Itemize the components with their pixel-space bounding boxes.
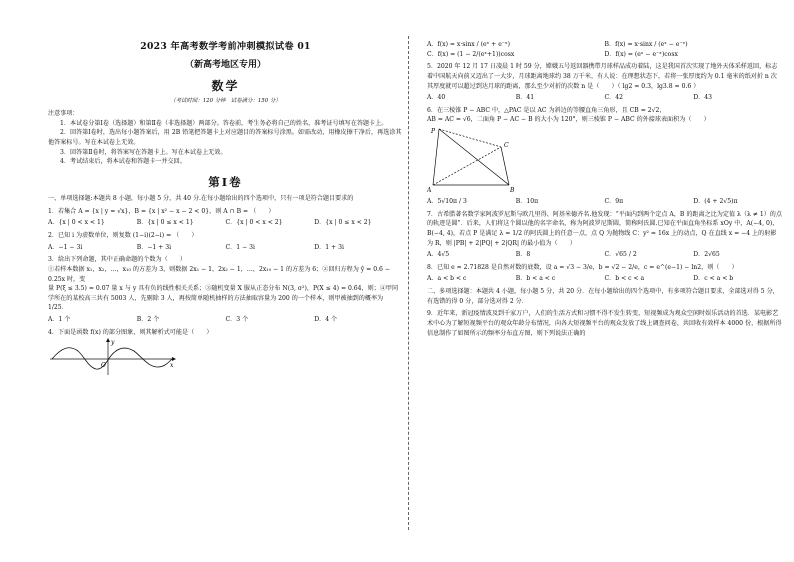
option-d: D．f(x) = (eˣ − e⁻ˣ)cosx: [604, 50, 678, 58]
left-column: [48, 38, 403, 377]
option-d: D．4 个: [314, 316, 338, 324]
exam-meta: （考试时间：120 分钟 试卷满分：150 分）: [170, 97, 281, 104]
question-6: [427, 106, 782, 207]
option-a: A．a < b < c: [427, 275, 467, 283]
section-heading: 一、单项选择题:本题共 8 小题，每小题 5 分，共 40 分.在每小题给出的四个选项中，只有一项是符合题目要求的: [48, 195, 354, 203]
option-a: A．4√5: [427, 251, 450, 259]
options: [48, 243, 403, 253]
question-body: ①若样本数据 x₁，x₂，…，x₁₀ 的方差为 3，则数据 2x₁ − 1，2x₂ − 1，…，2x₁₀ − 1 的方差为 6；②回归方程为 ŷ = 0.6 − 0.25x 时，变: [48, 265, 390, 283]
note-item: 1．本试卷分第Ⅰ卷（选择题）和第Ⅱ卷（非选择题）两部分。答卷前，考生务必将自己的姓名、准考证号填写在答题卡上。: [60, 119, 388, 127]
option-a: A．{x | 0 < x < 1}: [48, 219, 105, 227]
options: [48, 218, 403, 228]
edge-pb: [439, 129, 509, 185]
option-d: D．1 + 3i: [314, 243, 344, 251]
option-b: B．8: [515, 251, 531, 259]
axis-label-y: y: [111, 339, 115, 347]
vertex-label-p: P: [431, 128, 436, 135]
question-stem: 7．古希腊著名数学家阿波罗尼斯与欧几里得、阿基米德齐名.他发现：“平面内到两个定点 A，B 的距离之比为定值 λ（λ ≠ 1）的点的轨迹是圆”．后来，人们将这个圆以他的名字命名，称为阿波罗尼斯圆，简称阿氏圆.已知在平面直角坐标系 xOy 中，A(−4, 0)，B(−4, 4)，若点 P 是满足 λ = 1/2 的阿氏圆上的任意一点，点 Q 为抛物线 C：y² = 16x 上的动点，Q 在直线 x = −4 上的射影为 R，则 |PB| + 2|PQ| + 2|QR| 的最小值为（ ）: [427, 210, 782, 247]
right-column: [427, 38, 782, 338]
question-5: [427, 62, 782, 103]
pyramid-figure: [427, 125, 527, 195]
question-stem: 6．在三棱锥 P − ABC 中，△PAC 是以 AC 为斜边的等腰直角三角形，且 CB = 2√2，: [427, 106, 666, 114]
options: [427, 250, 782, 260]
option-a: A．40: [427, 94, 446, 102]
question-stem: 2．已知 i 为虚数单位，则复数 (1−i)(2−i) = （ ）: [48, 232, 198, 240]
option-d: D．2√65: [693, 251, 720, 259]
question-7: [427, 210, 782, 260]
question-stem: AB = AC = √6，二面角 P − AC − B 的大小为 120°，则三棱锥 P − ABC 的外接球表面积为（ ）: [427, 116, 710, 124]
vertex-label-b: B: [510, 187, 515, 194]
edge-pa: [433, 129, 439, 185]
vertex-label-a: A: [427, 187, 432, 194]
option-b: B．41: [515, 94, 535, 102]
question-stem: 5．2020 年 12 月 17 日凌晨 1 时 59 分，嫦娥五号返回器携带月球样品成功着陆，这是我国首次实现了地外天体采样返回，标志着中国航天向前又迈出了一大步，月球距离地球约 38 万千米，有人说：在理想状态下，若将一张厚度约为 0.1 毫米的纸对折 n 次其厚度就可以超过到达月球的距离，那么至少对折的次数 n 是（ ）（ lg2 ≈ 0.3，lg3.8 ≈ 0.6 ）: [427, 63, 778, 90]
option-d: D．(4 + 2√5)π: [693, 198, 738, 205]
option-d: D．{x | 0 ≤ x < 2}: [314, 219, 372, 227]
option-a: A．1 个: [48, 316, 71, 324]
question-stem: 1．若集合 A = {x | y = √x}，B = {x | x² − x − 2 < 0}，则 A ∩ B = （ ）: [48, 207, 275, 215]
vertex-label-c: C: [504, 142, 509, 149]
exam-subtitle: （新高考地区专用）: [184, 59, 266, 70]
question-2: [48, 231, 403, 252]
x-axis-arrow-icon: [172, 357, 176, 361]
option-c: C．1 − 3i: [225, 243, 255, 251]
function-graph: [48, 337, 178, 377]
notes-heading: 注意事项：: [48, 110, 79, 118]
edge-pc: [439, 129, 501, 147]
options: [48, 315, 403, 325]
subject-title: 数学: [211, 78, 240, 93]
edge-ac: [433, 147, 501, 185]
option-c: C．√65 / 2: [604, 251, 637, 259]
option-c: C．{x | 0 < x < 2}: [225, 219, 283, 227]
question-stem: 4．下面是函数 f(x) 的部分图象，则其解析式可能是（ ）: [48, 328, 213, 336]
option-d: D．c < a < b: [693, 275, 734, 283]
option-c: C．42: [604, 94, 624, 102]
origin-label: O: [101, 362, 106, 370]
question-stem: 3．给出下列命题，其中正确命题的个数为（ ）: [48, 256, 186, 264]
options: [427, 93, 782, 103]
option-a: A．f(x) = x·sinx / (eˣ + e⁻ˣ): [427, 41, 510, 48]
option-b: B．10π: [515, 198, 539, 205]
question-4: [48, 328, 403, 378]
option-b: B．{x | 0 ≤ x < 1}: [136, 219, 194, 227]
question-8: [427, 263, 782, 284]
volume-label: 第Ⅰ卷: [208, 174, 243, 189]
option-b: B．−1 + 3i: [136, 243, 172, 251]
column-divider: [408, 36, 409, 530]
question-1: [48, 207, 403, 228]
option-b: B．f(x) = x·sinx / (eˣ − e⁻ˣ): [604, 41, 688, 48]
option-c: C．3 个: [225, 316, 249, 324]
question-stem: 8．已知 e ≈ 2.71828 是自然对数的底数，设 a = √3 − 3/e，b = √2 − 2/e，c = e^(e−1) − ln2，则（ ）: [427, 263, 738, 271]
y-axis-arrow-icon: [106, 338, 110, 342]
option-b: B．b < a < c: [515, 275, 556, 283]
option-a: A．−1 − 3i: [48, 243, 83, 251]
question-3: [48, 255, 403, 324]
exam-title: 2023 年高考数学考前冲刺模拟试卷 01: [140, 41, 311, 52]
option-c: C．9π: [604, 198, 624, 205]
options: [427, 274, 782, 284]
q4-options: [427, 40, 782, 59]
note-item: 3．回答第Ⅱ卷时，将答案写在答题卡上。写在本试卷上无效。: [60, 148, 227, 156]
section-heading: 二、多项选择题：本题共 4 小题，每小题 5 分，共 20 分．在每小题给出的四个选项中，有多项符合题目要求，全部选对得 5 分，有选错的得 0 分，部分选对得 2 分．: [427, 288, 779, 305]
option-a: A．5√10π / 3: [427, 198, 467, 205]
options: [427, 197, 782, 207]
option-d: D．43: [693, 94, 712, 102]
function-curve: [52, 348, 172, 369]
question-body: 量 P(ξ ≤ 3.5) = 0.07 量 x 与 y 具有负的线性相关关系；③随机变量 X 服从正态分布 N(3, σ²)，P(X ≤ 4) = 0.64，则；④甲同学所在的某校高三共有 5003 人，先剔除 3 人，再按简单随机抽样的方法抽取容量为 200 的一个样本，则甲被抽到的概率为 1/25．: [48, 285, 399, 312]
question-9: 9．近年来，新冠疫情波及到千家万户，人们的生活方式和习惯不得不发生转变，短视频成为观众空闲时娱乐活动的首选．某电影艺术中心为了解短视频平台的观众年龄分布情况，向各大短视频平台的观众发放了线上调查问卷，共回收有效样本 4000 份，根据所得信息制作了如图所示的频率分布直方图，则下列说法正确的: [427, 310, 782, 337]
note-item: 4．考试结束后，将本试卷和答题卡一并交回。: [60, 158, 186, 166]
option-c: C．b < c < a: [604, 275, 645, 283]
option-b: B．2 个: [136, 316, 160, 324]
option-c: C．f(x) = (1 − 2/(eˣ+1))cosx: [427, 50, 515, 58]
axis-label-x: x: [170, 362, 174, 370]
note-item: 2．回答第Ⅰ卷时，选出每小题答案后，用 2B 铅笔把答题卡上对应题目的答案标号涂黑。如需改动，用橡皮擦干净后，再选涂其他答案标号。写在本试卷上无效。: [48, 129, 402, 147]
